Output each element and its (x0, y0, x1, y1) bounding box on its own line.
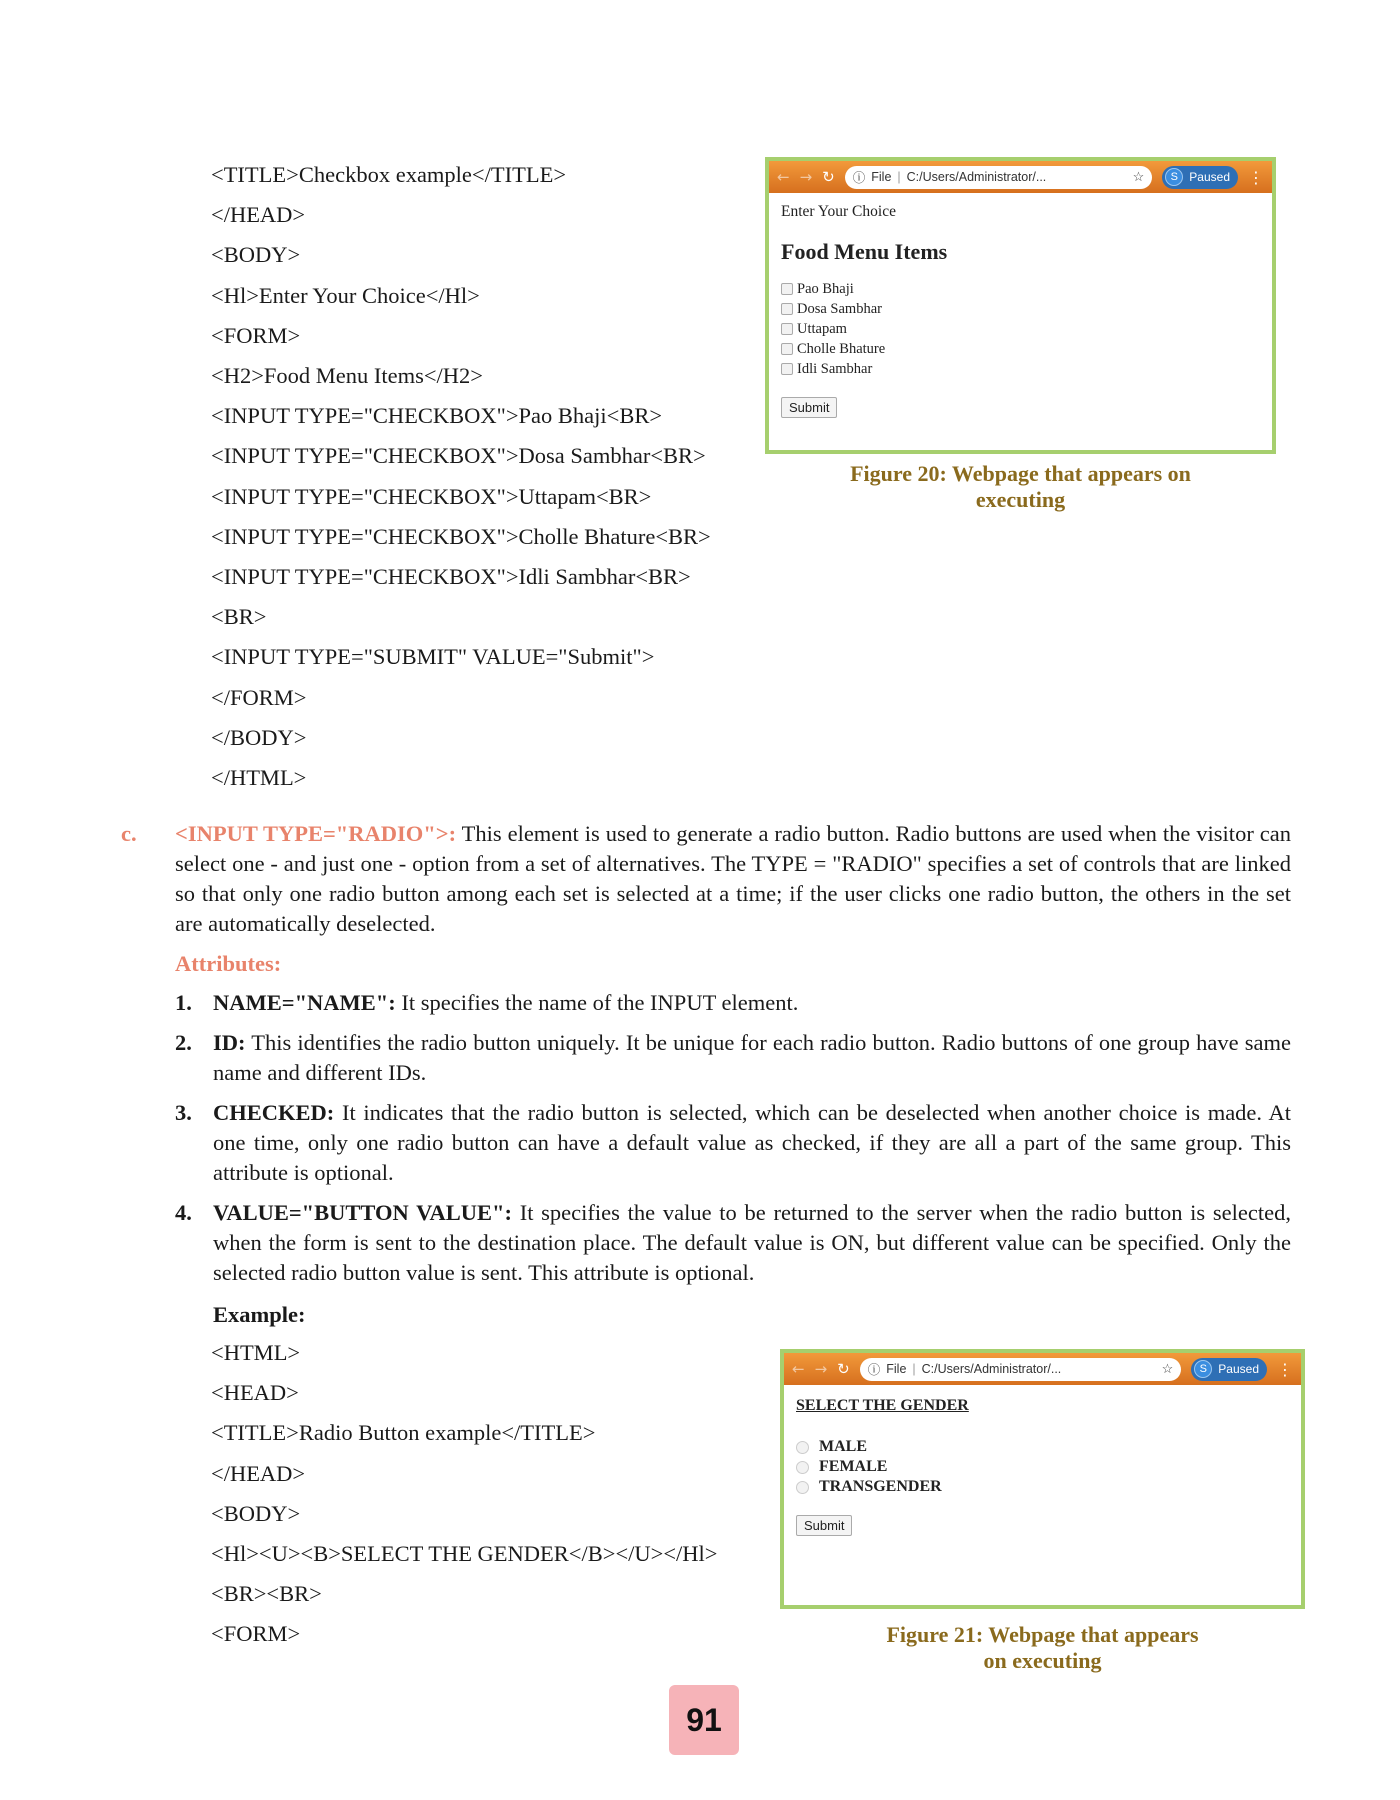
code-block-checkbox (211, 155, 711, 798)
attributes-heading: Attributes: (175, 951, 282, 976)
caption-line: Figure 20: Webpage that appears on (850, 461, 1191, 486)
checkbox[interactable] (781, 343, 793, 355)
profile-paused-badge[interactable] (1191, 1358, 1267, 1381)
code-line: <INPUT TYPE="CHECKBOX">Pao Bhaji<BR> (211, 403, 663, 429)
list-item (175, 1198, 1291, 1288)
page-heading-small: Enter Your Choice (781, 203, 896, 220)
separator: | (897, 170, 901, 184)
figure-21-browser-screenshot (780, 1349, 1305, 1609)
section-text: This element is used to generate a radio button. Radio buttons are used when the visitor can select one - and just one - option from a set of alternatives. The TYPE = "RADIO" specifies a set of controls that are linked so that only one radio button among each set is selected at a time; if the user clicks one radio button, the others in the set are automatically deselected. (175, 821, 1291, 936)
browser-toolbar (784, 1353, 1301, 1385)
browser-toolbar (769, 161, 1272, 193)
attribute-term: ID: (213, 1030, 246, 1055)
code-line: </HTML> (211, 765, 307, 791)
list-item (175, 1028, 1291, 1088)
file-label: File (886, 1362, 907, 1376)
checkbox-label: Cholle Bhature (797, 341, 886, 357)
list-text (213, 1198, 1291, 1288)
profile-paused-badge[interactable] (1162, 166, 1238, 189)
section-radio (121, 819, 1291, 939)
list-number: 4. (175, 1200, 192, 1225)
radio-button[interactable] (796, 1441, 809, 1454)
attribute-desc: It indicates that the radio button is selected, which can be deselected when another choice is made. At one time, only one radio button can have a default value as checked, if they are all a part of the same group. This attribute is optional. (213, 1100, 1291, 1185)
attribute-term: VALUE="BUTTON VALUE": (213, 1200, 512, 1225)
code-line: <INPUT TYPE="CHECKBOX">Cholle Bhature<BR> (211, 523, 711, 549)
checkbox-label: Pao Bhaji (797, 281, 854, 297)
code-line: <FORM> (211, 322, 301, 348)
info-icon: ⓘ (852, 171, 866, 185)
attribute-term: CHECKED: (213, 1100, 335, 1125)
example-label: Example: (213, 1302, 306, 1327)
code-line: </FORM> (211, 684, 307, 710)
checkbox-option[interactable] (781, 299, 1260, 319)
checkbox-option[interactable] (781, 279, 1260, 299)
back-arrow-icon[interactable]: ← (777, 167, 790, 186)
paused-label: Paused (1218, 1362, 1259, 1376)
code-line: </HEAD> (211, 202, 306, 228)
code-line: <INPUT TYPE="CHECKBOX">Dosa Sambhar<BR> (211, 443, 706, 469)
checkbox-option[interactable] (781, 339, 1260, 359)
submit-button[interactable]: Submit (796, 1515, 852, 1536)
list-number: 3. (175, 1100, 192, 1125)
list-item (175, 988, 1291, 1018)
code-block-radio (211, 1333, 717, 1655)
forward-arrow-icon[interactable]: → (814, 1359, 828, 1378)
page-number-badge: 91 (669, 1685, 739, 1755)
code-line: <HTML> (211, 1340, 301, 1365)
checkbox-label: Uttapam (797, 321, 847, 337)
radio-button[interactable] (796, 1461, 809, 1474)
reload-icon[interactable]: ↻ (837, 1359, 850, 1378)
info-icon: ⓘ (867, 1363, 881, 1377)
profile-avatar: S (1194, 1360, 1212, 1378)
list-text (213, 1098, 1291, 1188)
submit-button[interactable]: Submit (781, 397, 837, 418)
radio-label: FEMALE (819, 1458, 888, 1475)
radio-label: TRANSGENDER (819, 1478, 942, 1495)
code-line: <BR> (211, 604, 267, 630)
code-line: <INPUT TYPE="SUBMIT" VALUE="Submit"> (211, 644, 655, 670)
radio-option[interactable] (796, 1437, 1289, 1457)
back-arrow-icon[interactable]: ← (792, 1359, 805, 1378)
separator: | (912, 1362, 916, 1376)
code-line: <TITLE>Radio Button example</TITLE> (211, 1420, 596, 1446)
checkbox-option[interactable] (781, 319, 1260, 339)
page-heading-gender: SELECT THE GENDER (796, 1397, 969, 1414)
checkbox[interactable] (781, 303, 793, 315)
checkbox[interactable] (781, 323, 793, 335)
attributes-list (175, 988, 1291, 1298)
caption-line: Figure 21: Webpage that appears (886, 1622, 1199, 1647)
checkbox-label: Idli Sambhar (797, 361, 873, 377)
list-number: 2. (175, 1030, 192, 1055)
checkbox[interactable] (781, 283, 793, 295)
radio-button[interactable] (796, 1481, 809, 1494)
file-label: File (871, 170, 892, 184)
code-line: <FORM> (211, 1621, 301, 1647)
code-line: </HEAD> (211, 1460, 306, 1486)
code-line: <TITLE>Checkbox example</TITLE> (211, 162, 567, 187)
checkbox-option[interactable] (781, 359, 1260, 379)
address-bar[interactable] (860, 1358, 1182, 1381)
attribute-desc: It specifies the name of the INPUT element. (395, 990, 799, 1015)
radio-option[interactable] (796, 1477, 1289, 1497)
code-line: <HEAD> (211, 1380, 299, 1406)
section-paragraph (175, 819, 1291, 939)
figure-20-browser-screenshot (765, 157, 1276, 454)
paused-label: Paused (1189, 170, 1230, 184)
figure-20-caption (765, 461, 1276, 513)
list-text (213, 988, 798, 1018)
code-line: <INPUT TYPE="CHECKBOX">Idli Sambhar<BR> (211, 564, 691, 590)
checkbox-label: Dosa Sambhar (797, 301, 882, 317)
url-text: C:/Users/Administrator/... (921, 1362, 1062, 1376)
figure-21-caption (780, 1622, 1305, 1674)
forward-arrow-icon[interactable]: → (799, 167, 813, 186)
radio-label: MALE (819, 1438, 867, 1455)
code-line: <H2>Food Menu Items</H2> (211, 363, 483, 389)
list-item (175, 1098, 1291, 1188)
checkbox[interactable] (781, 363, 793, 375)
browser-page-content (769, 193, 1272, 426)
radio-option[interactable] (796, 1457, 1289, 1477)
code-line: <BODY> (211, 242, 301, 268)
caption-line: on executing (983, 1648, 1102, 1673)
code-line: <BR><BR> (211, 1581, 322, 1607)
code-line: <Hl><U><B>SELECT THE GENDER</B></U></Hl> (211, 1541, 718, 1567)
menu-dots-icon[interactable]: ⋮ (1248, 167, 1264, 187)
url-text: C:/Users/Administrator/... (906, 170, 1047, 184)
section-letter: c. (121, 821, 137, 846)
star-icon[interactable]: ☆ (1132, 169, 1145, 184)
menu-dots-icon[interactable]: ⋮ (1277, 1359, 1293, 1379)
list-text (213, 1028, 1291, 1088)
code-line: <INPUT TYPE="CHECKBOX">Uttapam<BR> (211, 483, 652, 509)
star-icon[interactable]: ☆ (1161, 1361, 1174, 1376)
code-line: <BODY> (211, 1500, 301, 1526)
code-line: </BODY> (211, 724, 307, 750)
address-bar[interactable] (845, 166, 1153, 189)
attribute-desc: It specifies the value to be returned to the server when the radio button is selected, when the form is sent to the destination place. The default value is ON, but different value can be specified. Only the selected radio button value is sent. This attribute is optional. (213, 1200, 1291, 1285)
caption-line: executing (975, 487, 1066, 512)
attribute-desc: This identifies the radio button uniquely. It be unique for each radio button. Radio buttons of one group have same name and different IDs. (213, 1030, 1291, 1085)
profile-avatar: S (1165, 168, 1183, 186)
attribute-term: NAME="NAME": (213, 990, 396, 1015)
reload-icon[interactable]: ↻ (822, 167, 835, 186)
browser-page-content (784, 1385, 1301, 1544)
section-title: <INPUT TYPE="RADIO">: (175, 821, 457, 846)
page-heading-food-menu: Food Menu Items (781, 239, 948, 264)
code-line: <Hl>Enter Your Choice</Hl> (211, 282, 480, 308)
list-number: 1. (175, 990, 192, 1015)
